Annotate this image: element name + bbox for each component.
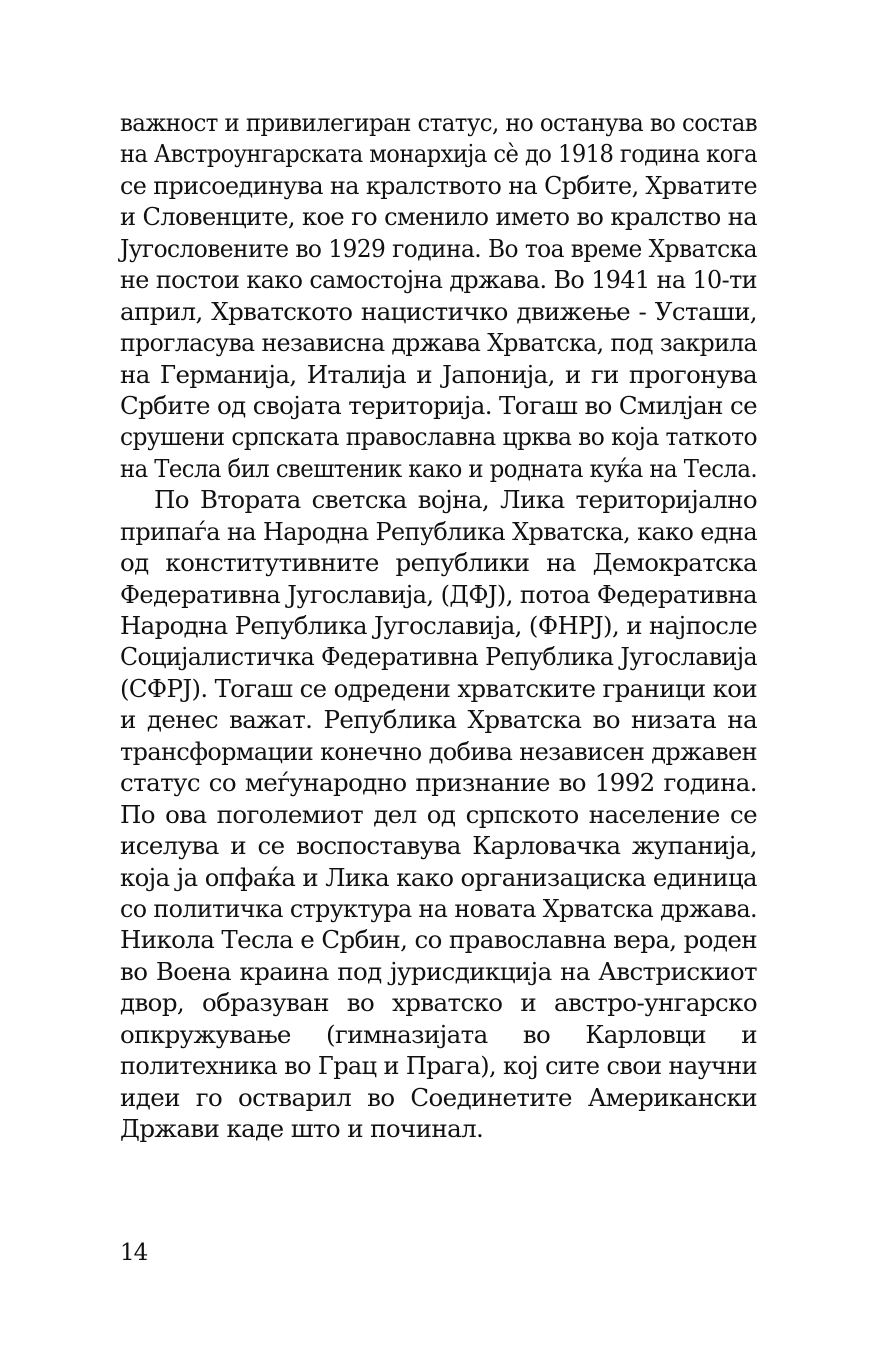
text-line: во Воена краина под јурисдикција на Австрискиот bbox=[120, 956, 757, 986]
text-line: статус со меѓународно признание во 1992 година. bbox=[120, 768, 757, 798]
text-line: (СФРЈ). Тогаш се одредени хрватските граници кои bbox=[120, 673, 757, 703]
text-line: иселува и се воспоставува Карловачка жупанија, bbox=[120, 831, 757, 861]
text-line: Социјалистичка Федеративна Република Југославија bbox=[120, 642, 757, 672]
text-line: Држави каде што и починал. bbox=[120, 1114, 484, 1143]
text-line: политехника во Грац и Прага), кој сите свои научни bbox=[120, 1051, 758, 1081]
text-line: се присоединува на кралството на Србите, Хрватите bbox=[120, 170, 757, 200]
text-line: припаѓа на Народна Република Хрватска, како една bbox=[120, 516, 757, 546]
text-line: која ја опфаќа и Лика како организациска единица bbox=[120, 862, 757, 892]
text-line: на Австроунгарската монархија сè до 1918 година кога bbox=[120, 139, 758, 169]
text-line: Народна Република Југославија, (ФНРЈ), и најпосле bbox=[120, 611, 758, 640]
text-line: двор, образуван во хрватско и австро-унгарско bbox=[120, 988, 757, 1018]
text-line: Никола Тесла е Србин, со православна вера, роден bbox=[120, 925, 757, 955]
text-line: од конститутивните републики на Демократска bbox=[120, 548, 757, 578]
text-line: април, Хрватското нацистичко движење - Усташи, bbox=[120, 296, 757, 326]
text-line: на Тесла бил свештеник како и родната куќа на Тесла. bbox=[120, 453, 758, 483]
text-line: не постои како самостојна држава. Во 1941 на 10-ти bbox=[120, 265, 757, 295]
body-text bbox=[120, 107, 757, 1144]
text-line: со политичка структура на новата Хрватска држава. bbox=[120, 893, 758, 923]
text-line: трансформации конечно добива независен државен bbox=[120, 736, 758, 766]
text-line: прогласува независна држава Хрватска, под закрила bbox=[120, 328, 757, 358]
text-line: Србите од својата територија. Тогаш во Смилјан се bbox=[120, 390, 757, 420]
text-line: важност и привилегиран статус, но останува во состав bbox=[120, 108, 758, 137]
page-number: 14 bbox=[120, 1240, 148, 1266]
text-line: и денес важат. Република Хрватска во низата на bbox=[120, 705, 757, 735]
text-line: опкружување (гимназијата во Карловци и bbox=[120, 1019, 757, 1049]
text-line: Федеративна Југославија, (ДФЈ), потоа Федеративна bbox=[120, 579, 757, 609]
text-line: на Германија, Италија и Јапонија, и ги прогонува bbox=[120, 359, 757, 389]
text-line: и Словенците, кое го сменило името во кралство на bbox=[120, 202, 758, 232]
text-line: срушени српската православна црква во која таткото bbox=[120, 422, 757, 452]
text-line: идеи го остварил во Соединетите Американски bbox=[120, 1082, 757, 1112]
text-line: Југословените во 1929 година. Во тоа време Хрватска bbox=[120, 233, 757, 263]
text-line: По Втората светска војна, Лика територијално bbox=[154, 485, 757, 515]
text-line: По ова поголемиот дел од српското население се bbox=[120, 799, 757, 829]
